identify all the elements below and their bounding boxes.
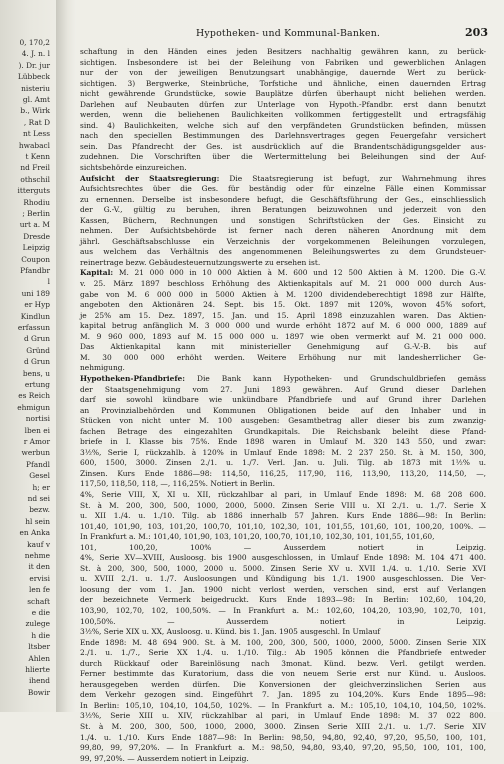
- margin-fragment: ltsber: [28, 642, 50, 652]
- margin-fragment: Rhodiu: [23, 197, 50, 207]
- text-line: M. 30 000 000 erhöht werden. Weitere Erhöhung nur mit landesherrlicher Ge-: [80, 352, 486, 362]
- text-line: fachen Betrage des eingezahlten Grundkapitals. Die Reichsbank beleiht diese Pfand-: [80, 426, 486, 436]
- text-line: 103,90, 102,70, 102, 100,50%. — In Frankfurt a. M.: 102,60, 104,20, 103,90, 102,70, 101,: [80, 605, 486, 615]
- margin-fragment: hl sein: [25, 516, 50, 526]
- text-line: nur der von der jeweiligen Benutzungsart unabhängige, dauernde Wert zu berück-: [80, 68, 486, 78]
- margin-fragment: ihend: [29, 676, 50, 686]
- margin-fragment: er Hyp: [24, 300, 50, 310]
- text-line: je 25% am 15. Dez. 1897, 15. Jan. und 15. April 1898 einzuzahlen waren. Das Aktien-: [80, 310, 486, 320]
- text-line: durch Rückkauf oder Bareinlösung nach 3monat. Künd. bezw. Verl. getilgt werden.: [80, 658, 486, 668]
- text-line: In Berlin: 105,10, 104,10, 104,50, 102%. — In Frankfurt a. M.: 105,10, 104,10, 104,50, 102%.: [80, 700, 486, 710]
- margin-fragment: l: [47, 277, 50, 287]
- margin-fragment: Leipzig: [22, 243, 50, 253]
- margin-fragment: Lübbeck: [17, 72, 50, 82]
- running-title: Hypotheken- und Kommunal-Banken.: [196, 28, 381, 39]
- text-line: herausgegeben werden dürfen. Die Konversionen der gleichverzinslichen Serien aus: [80, 679, 486, 689]
- text-line: sein. Das Pfandrecht der Ges. ist ausdrücklich auf die Brandentschädigungsgelder aus-: [80, 141, 486, 151]
- margin-fragment: erfassun: [17, 323, 50, 332]
- margin-fragment: ; Berlin: [22, 209, 50, 218]
- margin-fragment: werbun: [21, 448, 50, 458]
- text-line: loosung der vom 1. Jan. 1900 nicht verlost werden, verschen sind, erst auf Verlangen: [80, 584, 486, 594]
- margin-fragment: Coupon: [21, 254, 50, 264]
- text-line: jährl. Geschäftsabschlusse ein Verzeichnis der vorgekommenen Beleihungen vorzulegen,: [80, 236, 486, 246]
- text-line: 4%, Serie VIII, X, XI u. XII, rückzahlbar al pari, in Umlauf Ende 1898: M. 68 208 600.: [80, 489, 486, 499]
- text-line: sichtsbehörde einzureichen.: [80, 163, 187, 173]
- margin-fragment: nehme: [24, 551, 50, 560]
- margin-fragment: schaft: [27, 596, 50, 606]
- book-gutter: [56, 0, 76, 712]
- text-line: 100,50%. — Ausserdem notiert in Leipzig.: [80, 616, 486, 626]
- text-line: darf sie sowohl kündbare wie unkündbare Pfandbriefe und auf Grund ihrer Darlehen: [80, 395, 486, 405]
- text-line: M. 9 960 000, 1893 auf M. 15 000 000 u. 1897 wie oben vermerkt auf M. 21 000 000.: [80, 331, 486, 341]
- margin-fragment: zulege: [25, 619, 50, 629]
- text-line: u. XVIII 2./1. u. 1./7. Ausloosungen und Kündigung bis 1./1. 1900 ausgeschlossen. Die Ver-: [80, 574, 486, 584]
- margin-fragment: othschil: [20, 174, 50, 184]
- text-line: an Provinzialbehörden und Kommunen Obligationen beide auf den Inhaber und in: [80, 405, 486, 415]
- margin-fragment: ehmigun: [17, 402, 50, 412]
- text-line: 99, 97,20%. — Ausserdem notiert in Leipzig.: [80, 753, 249, 763]
- text-line: 101, 100,20, 100% — Ausserdem notiert in Leipzig.: [80, 542, 486, 552]
- text-line: 101,40, 101,90, 103, 101,20, 100,70, 101,10, 102,30, 101, 101,55, 101,60, 101, 100,20, 100%. —: [80, 521, 486, 531]
- margin-fragment: bezw.: [29, 505, 50, 515]
- margin-fragment: h; er: [32, 482, 50, 492]
- text-line: 3½%, Serie I, rückzahlb. à 120% in Umlauf Ende 1898: M. 2 237 250. St. à M. 150, 300,: [80, 447, 486, 457]
- margin-fragment: r Amor: [23, 437, 50, 446]
- previous-page-margin: [0, 38, 56, 708]
- text-line: sind. 4) Baulichkeiten, welche sich auf den verpfändeten Grundstücken befinden, müssen: [80, 120, 486, 130]
- text-line: Zinsen. Kurs Ende 1886—98: 114,50, 116,25, 117,90, 116, 113,90, 113,20, 114,50, —,: [80, 468, 486, 478]
- text-line: Ende 1898: M. 48 694 900. St. à M. 100, 200, 300, 500, 1000, 2000, 5000. Zinsen Serie XIX: [80, 637, 486, 647]
- text-line: nehmen. Der Aufsichtsbehörde ist ferner nach deren näheren Anordnung mit dem: [80, 226, 486, 236]
- margin-fragment: gl. Amt: [22, 95, 50, 104]
- text-line: der bezeichnete Vermerk beigedruckt. Kurs Ende 1893—98: In Berlin: 102,60, 104,20,: [80, 595, 486, 605]
- text-line: Hypotheken-Pfandbriefe: Die Bank kann Hypotheken- und Grundschuldbriefen gemäss: [80, 373, 486, 383]
- text-line: Kassen, Büchern, Rechnungen und sonstigen Schriftstücken der Ges. Einsicht zu: [80, 215, 486, 225]
- margin-fragment: it den: [28, 562, 50, 572]
- text-line: kapital betrug anfänglich M. 3 000 000 und wurde erhöht 1872 auf M. 6 000 000, 1889 auf: [80, 321, 486, 331]
- text-line: Kapital: M. 21 000 000 in 10 000 Aktien à M. 600 und 12 500 Aktien à M. 1200. Die G.-V.: [80, 268, 486, 278]
- margin-fragment: Gründ: [26, 345, 50, 355]
- margin-fragment: Dresde: [23, 231, 50, 241]
- text-line: 4%, Serie XV—XVIII, Ausloosg. bis 1900 ausgeschlossen, in Umlauf Ende 1898: M. 104 471 400.: [80, 553, 486, 563]
- text-line: zu ernennen. Derselbe ist insbesondere befugt, die Geschäftsführung der Ges., einschliesslich: [80, 194, 486, 204]
- text-line: der Staatsgenehmigung vom 27. Juni 1893 gewähren. Auf Grund dieser Darlehen: [80, 384, 486, 394]
- text-line: nicht gewährende Grundstücke, sowie Bauplätze dürfen überhaupt nicht beliehen werden.: [80, 89, 486, 99]
- text-line: 600, 1500, 3000. Zinsen 2./1. u. 1./7. Verl. Jan. u. Juli. Tilg. ab 1873 mit 1½% u.: [80, 458, 486, 468]
- margin-fragment: Pfandbr: [20, 266, 50, 275]
- text-line: der G.-V., gültig zu beruhen, ihren Beratungen beizuwohnen und jederzeit von den: [80, 205, 486, 215]
- page-number: 203: [465, 26, 488, 39]
- text-line: 3½%, Serie XIII u. XIV, rückzahlbar al pari, in Umlauf Ende 1898: M. 37 022 800.: [80, 711, 486, 721]
- margin-fragment: urt a. M: [19, 220, 50, 230]
- margin-fragment: t Kenn: [25, 152, 50, 161]
- page-header: [76, 28, 488, 42]
- text-line: St. à M. 200, 300, 500, 1000, 2000, 5000. Zinsen Serie VIII u. XI 2./1. u. 1./7. Serie X: [80, 500, 486, 510]
- text-line: werden, wenn die beliehenen Baulichkeiten vollkommen fertiggestellt und ertragsfähig: [80, 110, 486, 120]
- margin-fragment: Gesel: [29, 471, 50, 481]
- text-line: dem Verkehr gezogen sind. Eingeführt 7. Jan. 1895 zu 104,20%. Kurs Ende 1895—98:: [80, 690, 486, 700]
- margin-fragment: bens, u: [22, 368, 50, 378]
- margin-fragment: Bowir: [27, 687, 50, 697]
- margin-fragment: lben ei: [24, 425, 50, 435]
- margin-fragment: nisteriu: [21, 83, 50, 93]
- text-line: zudehnen. Die Vorschriften über die Wertermittelung bei Beleihungen sind der Auf-: [80, 152, 486, 162]
- document-body: [80, 47, 486, 763]
- text-line: 117,50, 118,50, 118, —, 116,25%. Notiert in Berlin.: [80, 479, 275, 489]
- text-line: schaftung in den Händen eines jeden Besitzers nachhaltig gewähren kann, zu berück-: [80, 47, 486, 56]
- margin-fragment: d Grun: [23, 357, 50, 367]
- text-line: sichtigen. 3) Bergwerke, Steinbrüche, Torfstiche und ähnliche, einen dauernden Ertrag: [80, 78, 486, 88]
- text-line: Aufsichtsrechtes über die Ges. für beständig oder für einzelne Fälle einen Kommissar: [80, 184, 486, 194]
- margin-fragment: len fe: [29, 585, 50, 595]
- text-line: St. à M. 200, 300, 500, 1000, 2000, 3000. Zinsen Serie XIII 2./1. u. 1./7. Serie XIV: [80, 722, 486, 731]
- text-line: nach den speciellen Bestimmungen des Darlehnsvertrages gegen Feuergefahr versichert: [80, 131, 486, 141]
- text-line: Ferner bestimmte das Kuratorium, dass die von neuem Serie erst nur Künd. u. Ausloos.: [80, 669, 486, 679]
- margin-fragment: nt Less: [23, 129, 50, 139]
- text-line: In Frankfurt a. M.: 101,40, 101,90, 103, 101,20, 100,70, 101,10, 102,30, 101, 101,55, 101,60,: [80, 532, 435, 542]
- text-line: nehmigung.: [80, 363, 125, 373]
- text-line: briefe in I. Klasse bis 75%. Ende 1898 waren in Umlauf M. 320 143 550, und zwar:: [80, 437, 486, 447]
- text-line: 2./1. u. 1./7., Serie XX 1./4. u. 1./10. Tilg.: Ab 1905 können die Pfandbriefe entweder: [80, 648, 486, 658]
- text-line: Darlehen auf Neubauten dürfen zur Unterlage von Hypoth.-Pfandbr. erst dann benutzt: [80, 99, 486, 109]
- text-line: Das Aktienkapital kann mit ministerieller Genehmigung auf G.-V.-B. bis auf: [80, 342, 486, 352]
- margin-fragment: nd Freil: [20, 163, 50, 173]
- text-line: Stücken von nicht unter M. 100 ausgeben: Gesamtbetrag aller dieser bis zum zwanzig-: [80, 416, 486, 426]
- text-line: 3½%, Serie XIX u. XX, Ausloosg. u. Künd. bis 1. Jan. 1905 ausgeschl. In Umlauf: [80, 627, 381, 637]
- text-line: Aufsicht der Staatsregierung: Die Staatsregierung ist befugt, zur Wahrnehmung ihres: [80, 173, 486, 183]
- margin-fragment: ertung: [24, 380, 50, 389]
- text-line: gabe von M. 6 000 000 in 5000 Aktien à M. 1200 dividendeberechtigt 1898 zur Hälfte,: [80, 289, 486, 299]
- margin-fragment: b., Wirk: [20, 106, 50, 116]
- margin-fragment: uni 189: [21, 288, 50, 298]
- margin-fragment: hwabacl: [18, 140, 50, 150]
- margin-fragment: es Reich: [18, 391, 50, 401]
- margin-fragment: en Anka: [19, 528, 50, 538]
- text-line: 99,80, 99, 97,20%. — In Frankfurt a. M.: 98,50, 94,80, 93,40, 97,20, 95,50, 100, 101, 100,: [80, 743, 486, 753]
- margin-fragment: Pfandl: [26, 459, 50, 469]
- text-line: aus welchem das Verhältnis des angenommenen Beleihungswertes zu dem Grundsteuer-: [80, 247, 486, 257]
- margin-fragment: nd sei: [27, 494, 50, 503]
- margin-fragment: h die: [31, 630, 50, 640]
- margin-fragment: Ahlen: [28, 653, 50, 663]
- margin-fragment: 0, 170,2: [19, 38, 50, 47]
- margin-fragment: hlierte: [25, 665, 50, 674]
- margin-fragment: itterguts: [17, 186, 50, 196]
- margin-fragment: Kindlun: [20, 311, 50, 321]
- text-line: 1./4. u. 1./10. Kurs Ende 1887—98: In Berlin: 98,50, 94,80, 92,40, 97,20, 95,50, 100, 101,: [80, 732, 486, 742]
- margin-fragment: ). Dr. jur: [18, 60, 50, 70]
- margin-fragment: , Rat D: [23, 117, 50, 127]
- text-line: sichtigen. Insbesondere ist bei der Beleihung von Fabriken und gewerblichen Anlagen: [80, 57, 486, 67]
- text-line: v. 25. März 1897 beschloss Erhöhung des Aktienkapitals auf M. 21 000 000 durch Aus-: [80, 279, 486, 289]
- text-line: u. XII 1./4. u. 1./10. Tilg. ab 1886 innerhalb 57 Jahren. Kurs Ende 1886—98: In Berlin:: [80, 511, 486, 521]
- margin-fragment: nortisi: [25, 414, 50, 424]
- margin-fragment: e die: [31, 608, 50, 617]
- margin-fragment: kauf v: [27, 539, 50, 549]
- margin-fragment: 4. J. n. l: [21, 49, 50, 59]
- text-line: St. à 200, 300, 500, 1000, 2000 u. 5000. Zinsen Serie XV u. XVII 1./4. u. 1./10. Serie XVI: [80, 563, 486, 573]
- margin-fragment: ervisi: [29, 573, 50, 583]
- text-line: reinertrage bezw. Gebäudesteuernutzungswerte zu ersehen ist.: [80, 257, 321, 267]
- margin-fragment: d Grun: [23, 334, 50, 344]
- text-line: angeboten den Aktionären 24. Sept. bis 15. Okt. 1897 mit 120%, wovon 45% sofort,: [80, 300, 486, 310]
